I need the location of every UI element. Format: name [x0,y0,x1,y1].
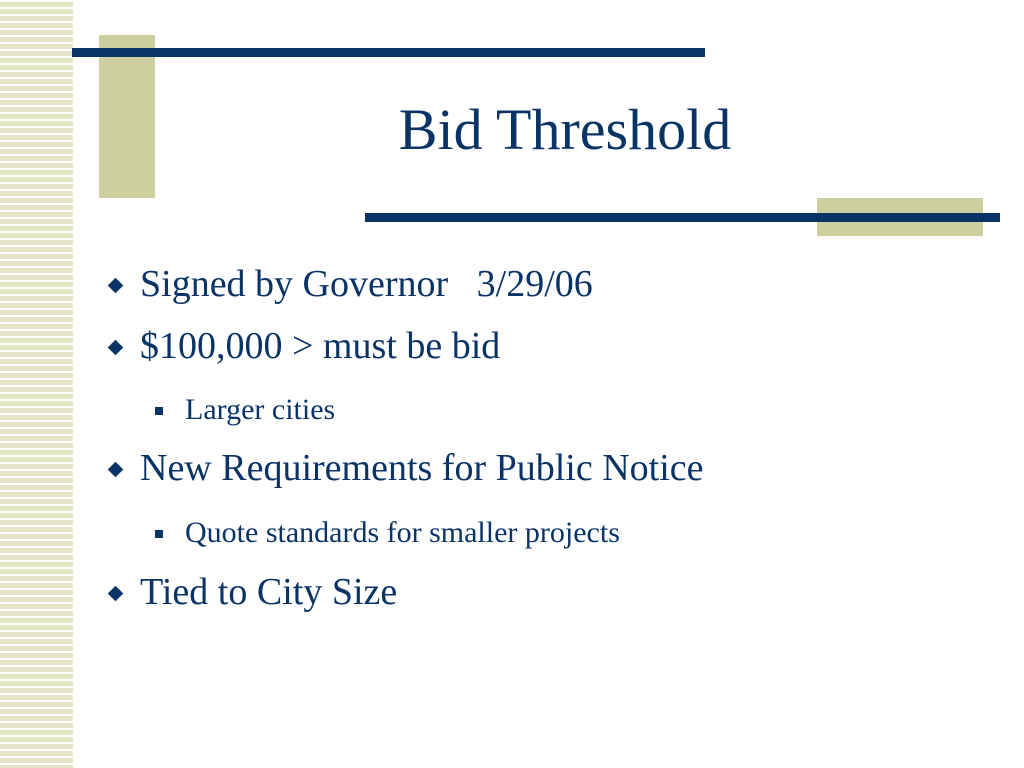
diamond-bullet-icon [108,340,124,356]
sub-bullet-item: Quote standards for smaller projects [185,516,620,549]
bullet-item: Signed by Governor 3/29/06 [140,263,593,305]
title-rule-top [72,48,705,57]
sub-bullet-item: Larger cities [185,393,336,426]
title-rule-bottom [365,213,1000,222]
bullet-item: New Requirements for Public Notice [140,447,704,489]
diamond-bullet-icon [108,462,124,478]
slide-title: Bid Threshold [398,97,732,162]
diamond-bullet-icon [108,278,124,294]
diamond-bullet-icon [108,586,124,602]
decorative-block-top-left [99,35,155,198]
square-bullet-icon [155,407,163,415]
bullet-item: Tied to City Size [140,571,398,613]
bullet-item: $100,000 > must be bid [140,325,501,367]
decorative-stripes [0,0,73,768]
square-bullet-icon [155,530,163,538]
